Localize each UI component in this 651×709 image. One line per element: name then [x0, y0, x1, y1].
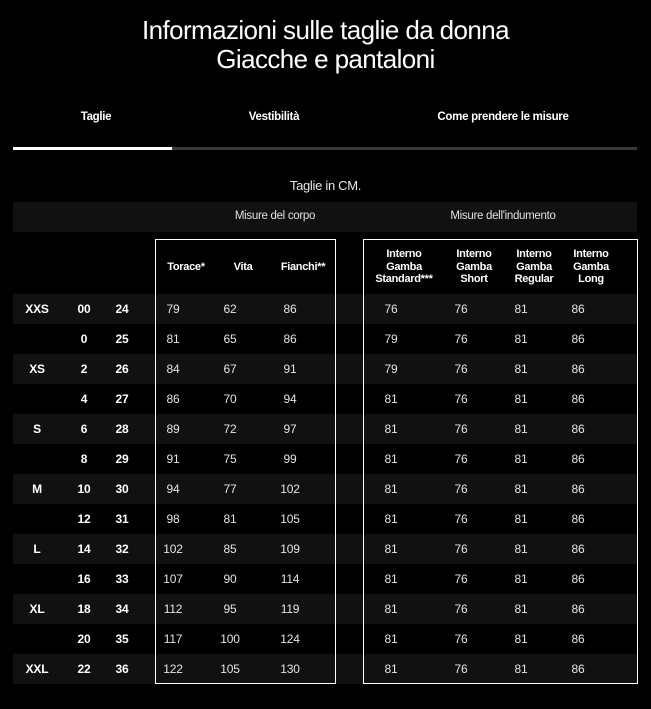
cell-us: 35	[115, 632, 129, 646]
cell-long: 86	[571, 422, 585, 436]
cell-standard: 79	[384, 362, 398, 376]
cell-size: XS	[29, 362, 45, 376]
cell-vita: 77	[223, 482, 237, 496]
cell-fianchi: 109	[280, 542, 300, 556]
cell-short: 76	[454, 302, 468, 316]
cell-long: 86	[571, 632, 585, 646]
cell-vita: 65	[223, 332, 237, 346]
tab-indicator-active	[13, 147, 172, 150]
cell-torace: 86	[166, 392, 180, 406]
col-header-interno-gamba-regular: Interno Gamba Regular	[514, 248, 554, 285]
cell-long: 86	[571, 362, 585, 376]
group-body-measures: Misure del corpo	[234, 210, 316, 222]
cell-vita: 72	[223, 422, 237, 436]
cell-us: 27	[115, 392, 129, 406]
cell-size	[12, 564, 62, 594]
cell-fianchi: 86	[283, 332, 297, 346]
cell-fianchi: 86	[283, 302, 297, 316]
cell-size	[12, 504, 62, 534]
cell-it: 22	[77, 662, 91, 676]
group-header-row	[13, 202, 637, 232]
cell-vita: 100	[220, 632, 240, 646]
cell-long: 86	[571, 302, 585, 316]
cell-torace: 91	[166, 452, 180, 466]
cell-size: XL	[29, 602, 45, 616]
cell-short: 76	[454, 572, 468, 586]
cell-short: 76	[454, 332, 468, 346]
cell-long: 86	[571, 572, 585, 586]
group-garment-measures: Misure dell'indumento	[450, 210, 556, 222]
cell-fianchi: 105	[280, 512, 300, 526]
cell-fianchi: 114	[280, 572, 300, 586]
cell-short: 76	[454, 542, 468, 556]
cell-us: 33	[115, 572, 129, 586]
title-line-2: Giacche e pantaloni	[216, 44, 435, 74]
tab-vestibilita[interactable]: Vestibilità	[248, 111, 300, 123]
table-row	[13, 654, 637, 684]
cell-torace: 81	[166, 332, 180, 346]
cell-us: 24	[115, 302, 129, 316]
cell-size	[12, 384, 62, 414]
cell-long: 86	[571, 482, 585, 496]
table-row	[13, 624, 637, 654]
cell-vita: 95	[223, 602, 237, 616]
cell-long: 86	[571, 392, 585, 406]
cell-fianchi: 102	[280, 482, 300, 496]
cell-long: 86	[571, 452, 585, 466]
tab-come-prendere-misure[interactable]: Come prendere le misure	[437, 111, 569, 123]
cell-us: 31	[115, 512, 129, 526]
cell-standard: 76	[384, 302, 398, 316]
cell-us: 36	[115, 662, 129, 676]
cell-it: 20	[77, 632, 91, 646]
cell-us: 29	[115, 452, 129, 466]
cell-standard: 81	[384, 632, 398, 646]
cell-standard: 81	[384, 422, 398, 436]
cell-us: 32	[115, 542, 129, 556]
cell-torace: 102	[163, 542, 183, 556]
cell-short: 76	[454, 452, 468, 466]
cell-torace: 107	[163, 572, 183, 586]
cell-standard: 81	[384, 512, 398, 526]
table-row	[13, 294, 637, 324]
cell-vita: 62	[223, 302, 237, 316]
table-row	[13, 594, 637, 624]
cell-regular: 81	[514, 482, 528, 496]
table-row	[13, 504, 637, 534]
table-row	[13, 444, 637, 474]
cell-us: 30	[115, 482, 129, 496]
cell-it: 4	[80, 392, 88, 406]
page-title	[0, 16, 651, 74]
cell-long: 86	[571, 602, 585, 616]
cell-it: 2	[80, 362, 88, 376]
cell-torace: 84	[166, 362, 180, 376]
cell-fianchi: 119	[280, 602, 300, 616]
cell-us: 28	[115, 422, 129, 436]
cell-size: M	[32, 482, 42, 496]
cell-vita: 105	[220, 662, 240, 676]
cell-regular: 81	[514, 662, 528, 676]
cell-standard: 81	[384, 602, 398, 616]
cell-it: 18	[77, 602, 91, 616]
col-header-torace: Torace*	[167, 261, 205, 273]
size-table-body	[13, 294, 637, 684]
cell-it: 8	[80, 452, 88, 466]
cell-torace: 98	[166, 512, 180, 526]
cell-regular: 81	[514, 512, 528, 526]
cell-size: XXS	[25, 302, 49, 316]
cell-standard: 81	[384, 572, 398, 586]
cell-it: 12	[77, 512, 91, 526]
cell-torace: 112	[163, 602, 183, 616]
cell-vita: 67	[223, 362, 237, 376]
cell-torace: 94	[166, 482, 180, 496]
cell-it: 16	[77, 572, 91, 586]
cell-it: 6	[80, 422, 88, 436]
cell-size	[12, 624, 62, 654]
cell-size: L	[33, 542, 41, 556]
cell-short: 76	[454, 512, 468, 526]
cell-regular: 81	[514, 542, 528, 556]
cell-regular: 81	[514, 332, 528, 346]
cell-regular: 81	[514, 572, 528, 586]
table-row	[13, 534, 637, 564]
cell-short: 76	[454, 602, 468, 616]
cell-fianchi: 97	[283, 422, 297, 436]
cell-short: 76	[454, 662, 468, 676]
cell-short: 76	[454, 632, 468, 646]
tab-taglie[interactable]: Taglie	[80, 111, 112, 123]
cell-regular: 81	[514, 422, 528, 436]
cell-short: 76	[454, 422, 468, 436]
col-header-interno-gamba-long: Interno Gamba Long	[573, 248, 609, 285]
col-header-interno-gamba-standard: Interno Gamba Standard***	[375, 248, 433, 285]
table-row	[13, 324, 637, 354]
cell-fianchi: 130	[280, 662, 300, 676]
table-row	[13, 384, 637, 414]
cell-standard: 81	[384, 392, 398, 406]
cell-regular: 81	[514, 602, 528, 616]
cell-long: 86	[571, 332, 585, 346]
cell-standard: 81	[384, 482, 398, 496]
cell-long: 86	[571, 542, 585, 556]
cell-regular: 81	[514, 452, 528, 466]
cell-it: 10	[77, 482, 91, 496]
cell-short: 76	[454, 392, 468, 406]
col-header-fianchi: Fianchi**	[280, 261, 326, 273]
cell-us: 25	[115, 332, 129, 346]
cell-vita: 81	[223, 512, 237, 526]
cell-us: 26	[115, 362, 129, 376]
cell-vita: 70	[223, 392, 237, 406]
table-row	[13, 414, 637, 444]
cell-torace: 89	[166, 422, 180, 436]
cell-regular: 81	[514, 362, 528, 376]
cell-it: 00	[77, 302, 91, 316]
table-row	[13, 474, 637, 504]
cell-fianchi: 94	[283, 392, 297, 406]
cell-long: 86	[571, 662, 585, 676]
tab-indicator-track	[13, 147, 637, 150]
cell-standard: 79	[384, 332, 398, 346]
cell-regular: 81	[514, 302, 528, 316]
cell-fianchi: 124	[280, 632, 300, 646]
cell-short: 76	[454, 482, 468, 496]
cell-torace: 117	[163, 632, 183, 646]
col-header-interno-gamba-short: Interno Gamba Short	[456, 248, 492, 285]
cell-vita: 85	[223, 542, 237, 556]
cell-standard: 81	[384, 542, 398, 556]
col-header-vita: Vita	[233, 261, 253, 273]
cell-vita: 75	[223, 452, 237, 466]
cell-long: 86	[571, 512, 585, 526]
cell-size: XXL	[25, 662, 49, 676]
cell-size: S	[33, 422, 41, 436]
title-line-1: Informazioni sulle taglie da donna	[142, 15, 509, 45]
cell-torace: 79	[166, 302, 180, 316]
cell-short: 76	[454, 362, 468, 376]
cell-standard: 81	[384, 662, 398, 676]
cell-regular: 81	[514, 392, 528, 406]
cell-vita: 90	[223, 572, 237, 586]
cell-fianchi: 91	[283, 362, 297, 376]
cell-fianchi: 99	[283, 452, 297, 466]
cell-standard: 81	[384, 452, 398, 466]
cell-regular: 81	[514, 632, 528, 646]
table-row	[13, 564, 637, 594]
cell-torace: 122	[163, 662, 183, 676]
cell-us: 34	[115, 602, 129, 616]
cell-size	[12, 444, 62, 474]
cell-size	[12, 324, 62, 354]
cell-it: 0	[80, 332, 88, 346]
units-caption: Taglie in CM.	[289, 178, 362, 193]
table-row	[13, 354, 637, 384]
cell-it: 14	[77, 542, 91, 556]
